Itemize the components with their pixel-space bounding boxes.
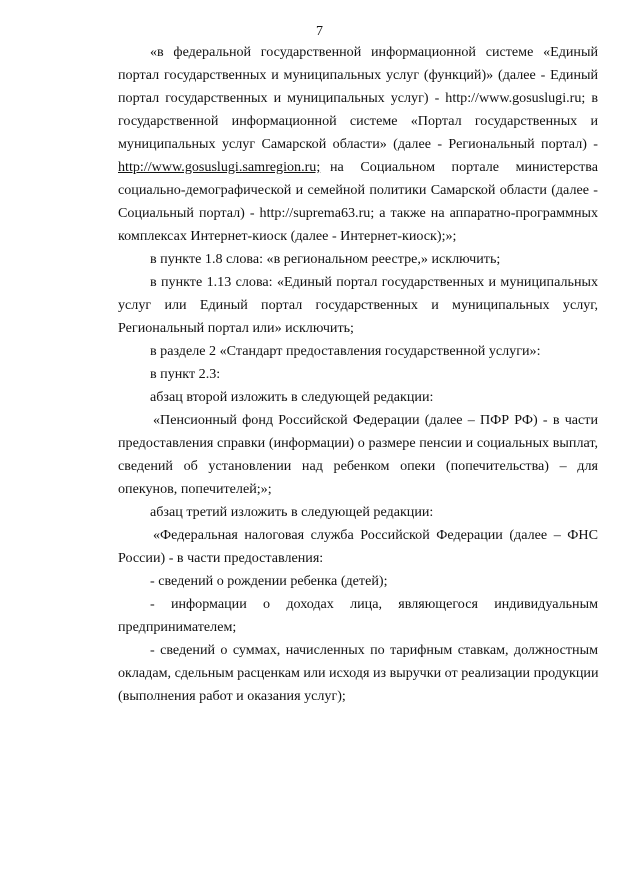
text-line: портал государственных и муниципальных услуг) - http://www.gosuslugi.ru; в [118, 90, 598, 106]
text-fragment: на Социальном портале министерства [330, 159, 598, 175]
text-line: Региональный портал или» исключить; [118, 320, 354, 336]
text-line: - сведений о рождении ребенка (детей); [150, 573, 388, 589]
text-line: Социальный портал) - http://suprema63.ru; а также на аппаратно-программных [118, 205, 598, 221]
regional-portal-link[interactable]: http://www.gosuslugi.samregion.ru; [118, 159, 321, 175]
text-line: государственной информационной системе «Портал государственных и [118, 113, 598, 129]
text-line: «Пенсионный фонд Российской Федерации (далее – ПФР РФ) - в части [153, 412, 598, 428]
page-number: 7 [316, 24, 323, 39]
text-line: муниципальных услуг Самарской области» (далее - Региональный портал) - [118, 136, 598, 152]
text-line-with-link [118, 156, 598, 179]
text-line: «в федеральной государственной информационной системе «Единый [150, 44, 598, 60]
text-line: «Федеральная налоговая служба Российской Федерации (далее – ФНС [153, 527, 598, 543]
text-line: сведений об установлении над ребенком опеки (попечительства) – для [118, 458, 598, 474]
text-line: - информации о доходах лица, являющегося индивидуальным [150, 596, 598, 612]
text-line: в разделе 2 «Стандарт предоставления государственной услуги»: [150, 343, 541, 359]
text-line: в пункте 1.13 слова: «Единый портал государственных и муниципальных [150, 274, 598, 290]
text-line: - сведений о суммах, начисленных по тарифным ставкам, должностным [150, 642, 598, 658]
text-line: услуг или Единый портал государственных и муниципальных услуг, [118, 297, 598, 313]
text-line: абзац второй изложить в следующей редакции: [150, 389, 434, 405]
text-line: окладам, сдельным расценкам или исходя из выручки от реализации продукции [118, 665, 599, 681]
text-line: портал государственных и муниципальных услуг (функций)» (далее - Единый [118, 67, 598, 83]
text-line: предпринимателем; [118, 619, 237, 635]
text-line: абзац третий изложить в следующей редакции: [150, 504, 434, 520]
text-line: в пункт 2.3: [150, 366, 221, 382]
text-line: комплексах Интернет-киоск (далее - Интернет-киоск);»; [118, 228, 457, 244]
text-line: (выполнения работ и оказания услуг); [118, 688, 346, 704]
text-line: России) - в части предоставления: [118, 550, 324, 566]
text-line: социально-демографической и семейной политики Самарской области (далее - [118, 182, 598, 198]
text-line: в пункте 1.8 слова: «в региональном реестре,» исключить; [150, 251, 501, 267]
text-line: опекунов, попечителей;»; [118, 481, 272, 497]
text-line: предоставления справки (информации) о размере пенсии и социальных выплат, [118, 435, 598, 451]
